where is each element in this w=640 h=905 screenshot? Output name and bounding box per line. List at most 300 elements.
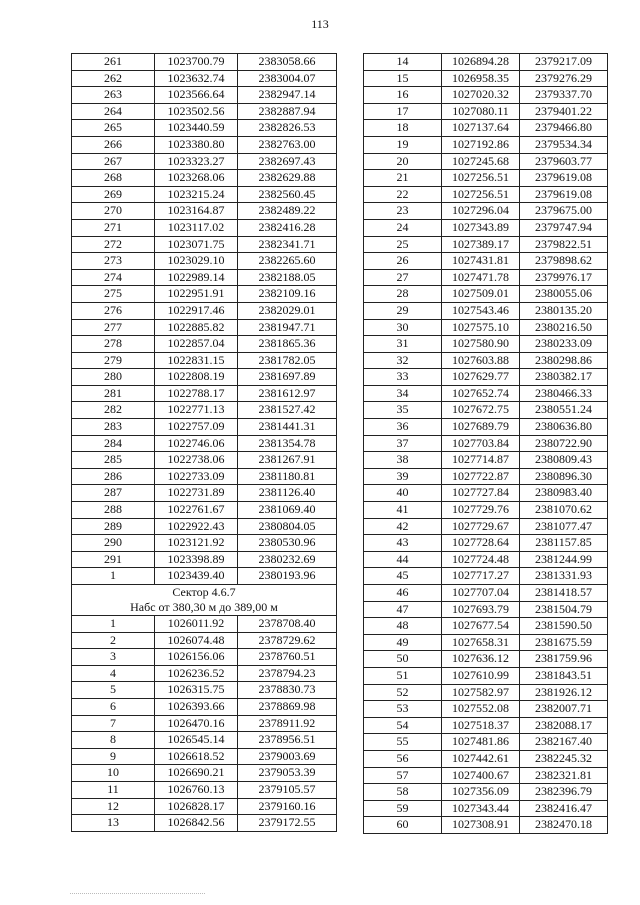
table-row: [72, 781, 337, 798]
x-coordinate-cell: 1027582.97: [442, 684, 520, 701]
point-number-cell: 31: [364, 336, 442, 353]
x-coordinate-cell: 1027707.04: [442, 585, 520, 602]
table-row: [364, 701, 608, 718]
table-row: [72, 253, 337, 270]
x-coordinate-cell: 1027296.04: [442, 203, 520, 220]
y-coordinate-cell: 2380382.17: [520, 369, 608, 386]
x-coordinate-cell: 1023440.59: [155, 120, 238, 137]
table-row: [72, 336, 337, 353]
y-coordinate-cell: 2381331.93: [520, 568, 608, 585]
y-coordinate-cell: 2380135.20: [520, 302, 608, 319]
table-row: [72, 419, 337, 436]
x-coordinate-cell: 1027543.46: [442, 302, 520, 319]
x-coordinate-cell: 1027442.61: [442, 750, 520, 767]
y-coordinate-cell: 2382341.71: [238, 236, 337, 253]
point-number-cell: 56: [364, 750, 442, 767]
y-coordinate-cell: 2381947.71: [238, 319, 337, 336]
x-coordinate-cell: 1023566.64: [155, 87, 238, 104]
x-coordinate-cell: 1027727.84: [442, 485, 520, 502]
y-coordinate-cell: 2381843.51: [520, 667, 608, 684]
x-coordinate-cell: 1027192.86: [442, 136, 520, 153]
table-row: [364, 136, 608, 153]
y-coordinate-cell: 2379160.16: [238, 798, 337, 815]
point-number-cell: 1: [72, 568, 155, 585]
y-coordinate-cell: 2378708.40: [238, 616, 337, 633]
table-row: [72, 286, 337, 303]
x-coordinate-cell: 1027636.12: [442, 651, 520, 668]
y-coordinate-cell: 2379217.09: [520, 54, 608, 71]
x-coordinate-cell: 1022788.17: [155, 385, 238, 402]
point-number-cell: 29: [364, 302, 442, 319]
point-number-cell: 36: [364, 419, 442, 436]
table-row: [364, 87, 608, 104]
point-number-cell: 18: [364, 120, 442, 137]
point-number-cell: 4: [72, 665, 155, 682]
point-number-cell: 284: [72, 435, 155, 452]
x-coordinate-cell: 1022733.09: [155, 468, 238, 485]
table-row: [364, 618, 608, 635]
table-row: [72, 385, 337, 402]
x-coordinate-cell: 1026958.35: [442, 70, 520, 87]
x-coordinate-cell: 1022771.13: [155, 402, 238, 419]
table-row: [72, 369, 337, 386]
table-row: [364, 601, 608, 618]
table-row: [364, 103, 608, 120]
y-coordinate-cell: 2382321.81: [520, 767, 608, 784]
point-number-cell: 277: [72, 319, 155, 336]
x-coordinate-cell: 1022885.82: [155, 319, 238, 336]
y-coordinate-cell: 2381069.40: [238, 502, 337, 519]
table-row: [364, 435, 608, 452]
x-coordinate-cell: 1022731.89: [155, 485, 238, 502]
table-row: [364, 452, 608, 469]
y-coordinate-cell: 2380193.96: [238, 568, 337, 585]
x-coordinate-cell: 1022951.91: [155, 286, 238, 303]
x-coordinate-cell: 1023029.10: [155, 253, 238, 270]
point-number-cell: 44: [364, 551, 442, 568]
y-coordinate-cell: 2381590.50: [520, 618, 608, 635]
y-coordinate-cell: 2381180.81: [238, 468, 337, 485]
point-number-cell: 9: [72, 748, 155, 765]
point-number-cell: 34: [364, 385, 442, 402]
point-number-cell: 38: [364, 452, 442, 469]
y-coordinate-cell: 2380232.69: [238, 551, 337, 568]
table-row: [364, 750, 608, 767]
x-coordinate-cell: 1027729.67: [442, 518, 520, 535]
x-coordinate-cell: 1027509.01: [442, 286, 520, 303]
table-row: [364, 369, 608, 386]
y-coordinate-cell: 2381077.47: [520, 518, 608, 535]
point-number-cell: 8: [72, 732, 155, 749]
table-row: [72, 518, 337, 535]
x-coordinate-cell: 1027137.64: [442, 120, 520, 137]
point-number-cell: 58: [364, 784, 442, 801]
table-row: [364, 286, 608, 303]
table-row: [364, 784, 608, 801]
table-row: [364, 568, 608, 585]
table-row: [72, 452, 337, 469]
table-row: [364, 717, 608, 734]
point-number-cell: 282: [72, 402, 155, 419]
point-number-cell: 2: [72, 632, 155, 649]
footer-rule: [70, 893, 205, 894]
sector-header: [72, 585, 337, 616]
point-number-cell: 33: [364, 369, 442, 386]
x-coordinate-cell: 1027431.81: [442, 253, 520, 270]
y-coordinate-cell: 2378869.98: [238, 698, 337, 715]
x-coordinate-cell: 1023071.75: [155, 236, 238, 253]
table-row: [72, 485, 337, 502]
y-coordinate-cell: 2379053.39: [238, 765, 337, 782]
table-row: [364, 667, 608, 684]
point-number-cell: 14: [364, 54, 442, 71]
point-number-cell: 278: [72, 336, 155, 353]
table-row: [72, 352, 337, 369]
table-row: [72, 715, 337, 732]
y-coordinate-cell: 2380055.06: [520, 286, 608, 303]
y-coordinate-cell: 2378794.23: [238, 665, 337, 682]
table-row: [364, 767, 608, 784]
y-coordinate-cell: 2382265.60: [238, 253, 337, 270]
x-coordinate-cell: 1027389.17: [442, 236, 520, 253]
table-row: [364, 734, 608, 751]
y-coordinate-cell: 2383004.07: [238, 70, 337, 87]
x-coordinate-cell: 1022738.06: [155, 452, 238, 469]
x-coordinate-cell: 1027343.89: [442, 219, 520, 236]
x-coordinate-cell: 1027580.90: [442, 336, 520, 353]
point-number-cell: 51: [364, 667, 442, 684]
y-coordinate-cell: 2381418.57: [520, 585, 608, 602]
table-row: [72, 732, 337, 749]
point-number-cell: 57: [364, 767, 442, 784]
table-row: [364, 518, 608, 535]
point-number-cell: 261: [72, 54, 155, 71]
table-row: [364, 634, 608, 651]
point-number-cell: 37: [364, 435, 442, 452]
table-row: [72, 551, 337, 568]
y-coordinate-cell: 2382245.32: [520, 750, 608, 767]
x-coordinate-cell: 1022831.15: [155, 352, 238, 369]
point-number-cell: 274: [72, 269, 155, 286]
y-coordinate-cell: 2380983.40: [520, 485, 608, 502]
y-coordinate-cell: 2381782.05: [238, 352, 337, 369]
point-number-cell: 270: [72, 203, 155, 220]
y-coordinate-cell: 2382007.71: [520, 701, 608, 718]
point-number-cell: 10: [72, 765, 155, 782]
table-row: [72, 616, 337, 633]
table-row: [364, 170, 608, 187]
table-row: [72, 665, 337, 682]
table-row: [72, 649, 337, 666]
table-row: [72, 186, 337, 203]
x-coordinate-cell: 1027652.74: [442, 385, 520, 402]
y-coordinate-cell: 2380298.86: [520, 352, 608, 369]
table-row: [364, 153, 608, 170]
x-coordinate-cell: 1026074.48: [155, 632, 238, 649]
y-coordinate-cell: 2378729.62: [238, 632, 337, 649]
point-number-cell: 50: [364, 651, 442, 668]
point-number-cell: 15: [364, 70, 442, 87]
y-coordinate-cell: 2379172.55: [238, 815, 337, 832]
table-row: [72, 269, 337, 286]
y-coordinate-cell: 2381267.91: [238, 452, 337, 469]
point-number-cell: 291: [72, 551, 155, 568]
table-row: [364, 54, 608, 71]
x-coordinate-cell: 1022989.14: [155, 269, 238, 286]
point-number-cell: 283: [72, 419, 155, 436]
x-coordinate-cell: 1026011.92: [155, 616, 238, 633]
x-coordinate-cell: 1022757.09: [155, 419, 238, 436]
x-coordinate-cell: 1023323.27: [155, 153, 238, 170]
point-number-cell: 12: [72, 798, 155, 815]
x-coordinate-cell: 1027552.08: [442, 701, 520, 718]
y-coordinate-cell: 2379603.77: [520, 153, 608, 170]
x-coordinate-cell: 1023164.87: [155, 203, 238, 220]
point-number-cell: 40: [364, 485, 442, 502]
x-coordinate-cell: 1027729.76: [442, 502, 520, 519]
y-coordinate-cell: 2381865.36: [238, 336, 337, 353]
point-number-cell: 280: [72, 369, 155, 386]
point-number-cell: 41: [364, 502, 442, 519]
y-coordinate-cell: 2380216.50: [520, 319, 608, 336]
x-coordinate-cell: 1022808.19: [155, 369, 238, 386]
x-coordinate-cell: 1027722.87: [442, 468, 520, 485]
x-coordinate-cell: 1023268.06: [155, 170, 238, 187]
point-number-cell: 23: [364, 203, 442, 220]
point-number-cell: 263: [72, 87, 155, 104]
y-coordinate-cell: 2381070.62: [520, 502, 608, 519]
table-row: [364, 402, 608, 419]
x-coordinate-cell: 1027693.79: [442, 601, 520, 618]
x-coordinate-cell: 1027724.48: [442, 551, 520, 568]
point-number-cell: 11: [72, 781, 155, 798]
table-row: [364, 219, 608, 236]
point-number-cell: 3: [72, 649, 155, 666]
y-coordinate-cell: 2379534.34: [520, 136, 608, 153]
point-number-cell: 22: [364, 186, 442, 203]
table-row: [364, 269, 608, 286]
y-coordinate-cell: 2381759.96: [520, 651, 608, 668]
point-number-cell: 275: [72, 286, 155, 303]
y-coordinate-cell: 2378956.51: [238, 732, 337, 749]
x-coordinate-cell: 1027629.77: [442, 369, 520, 386]
table-row: [364, 120, 608, 137]
y-coordinate-cell: 2382887.94: [238, 103, 337, 120]
table-row: [72, 219, 337, 236]
x-coordinate-cell: 1027610.99: [442, 667, 520, 684]
point-number-cell: 273: [72, 253, 155, 270]
y-coordinate-cell: 2379401.22: [520, 103, 608, 120]
table-row: [364, 70, 608, 87]
y-coordinate-cell: 2379675.00: [520, 203, 608, 220]
table-row: [364, 385, 608, 402]
y-coordinate-cell: 2380636.80: [520, 419, 608, 436]
table-row: [364, 236, 608, 253]
x-coordinate-cell: 1027343.44: [442, 800, 520, 817]
y-coordinate-cell: 2382188.05: [238, 269, 337, 286]
x-coordinate-cell: 1023380.80: [155, 136, 238, 153]
y-coordinate-cell: 2382560.45: [238, 186, 337, 203]
x-coordinate-cell: 1027481.86: [442, 734, 520, 751]
point-number-cell: 6: [72, 698, 155, 715]
point-number-cell: 269: [72, 186, 155, 203]
x-coordinate-cell: 1022761.67: [155, 502, 238, 519]
x-coordinate-cell: 1026470.16: [155, 715, 238, 732]
y-coordinate-cell: 2382470.18: [520, 817, 608, 834]
point-number-cell: 264: [72, 103, 155, 120]
table-row: [364, 800, 608, 817]
y-coordinate-cell: 2380804.05: [238, 518, 337, 535]
x-coordinate-cell: 1023398.89: [155, 551, 238, 568]
point-number-cell: 13: [72, 815, 155, 832]
x-coordinate-cell: 1027689.79: [442, 419, 520, 436]
table-row: [72, 319, 337, 336]
y-coordinate-cell: 2380551.24: [520, 402, 608, 419]
x-coordinate-cell: 1023502.56: [155, 103, 238, 120]
x-coordinate-cell: 1022857.04: [155, 336, 238, 353]
table-row: [72, 535, 337, 552]
point-number-cell: 276: [72, 302, 155, 319]
x-coordinate-cell: 1023632.74: [155, 70, 238, 87]
table-row: [72, 468, 337, 485]
table-row: [364, 684, 608, 701]
point-number-cell: 43: [364, 535, 442, 552]
table-row: [364, 186, 608, 203]
y-coordinate-cell: 2382109.16: [238, 286, 337, 303]
y-coordinate-cell: 2380466.33: [520, 385, 608, 402]
y-coordinate-cell: 2382396.79: [520, 784, 608, 801]
y-coordinate-cell: 2378830.73: [238, 682, 337, 699]
y-coordinate-cell: 2382947.14: [238, 87, 337, 104]
table-row: [72, 402, 337, 419]
point-number-cell: 290: [72, 535, 155, 552]
point-number-cell: 49: [364, 634, 442, 651]
table-row: [72, 54, 337, 71]
y-coordinate-cell: 2381354.78: [238, 435, 337, 452]
x-coordinate-cell: 1026156.06: [155, 649, 238, 666]
point-number-cell: 53: [364, 701, 442, 718]
x-coordinate-cell: 1026690.21: [155, 765, 238, 782]
y-coordinate-cell: 2378760.51: [238, 649, 337, 666]
y-coordinate-cell: 2379898.62: [520, 253, 608, 270]
point-number-cell: 271: [72, 219, 155, 236]
x-coordinate-cell: 1026828.17: [155, 798, 238, 815]
point-number-cell: 285: [72, 452, 155, 469]
x-coordinate-cell: 1027400.67: [442, 767, 520, 784]
y-coordinate-cell: 2382489.22: [238, 203, 337, 220]
x-coordinate-cell: 1022922.43: [155, 518, 238, 535]
x-coordinate-cell: 1027020.32: [442, 87, 520, 104]
table-row: [72, 153, 337, 170]
point-number-cell: 17: [364, 103, 442, 120]
point-number-cell: 45: [364, 568, 442, 585]
y-coordinate-cell: 2380722.90: [520, 435, 608, 452]
x-coordinate-cell: 1027256.51: [442, 186, 520, 203]
table-row: [364, 651, 608, 668]
point-number-cell: 287: [72, 485, 155, 502]
table-row: [364, 817, 608, 834]
y-coordinate-cell: 2379105.57: [238, 781, 337, 798]
x-coordinate-cell: 1026760.13: [155, 781, 238, 798]
table-row: [364, 253, 608, 270]
x-coordinate-cell: 1027245.68: [442, 153, 520, 170]
table-row: [364, 302, 608, 319]
point-number-cell: 21: [364, 170, 442, 187]
point-number-cell: 59: [364, 800, 442, 817]
table-row: [72, 170, 337, 187]
y-coordinate-cell: 2382088.17: [520, 717, 608, 734]
point-number-cell: 42: [364, 518, 442, 535]
y-coordinate-cell: 2382167.40: [520, 734, 608, 751]
y-coordinate-cell: 2379619.08: [520, 170, 608, 187]
point-number-cell: 5: [72, 682, 155, 699]
point-number-cell: 279: [72, 352, 155, 369]
point-number-cell: 46: [364, 585, 442, 602]
point-number-cell: 7: [72, 715, 155, 732]
y-coordinate-cell: 2381697.89: [238, 369, 337, 386]
point-number-cell: 35: [364, 402, 442, 419]
table-row: [72, 765, 337, 782]
point-number-cell: 32: [364, 352, 442, 369]
y-coordinate-cell: 2380809.43: [520, 452, 608, 469]
table-row: [72, 203, 337, 220]
table-row: [364, 485, 608, 502]
point-number-cell: 262: [72, 70, 155, 87]
y-coordinate-cell: 2379276.29: [520, 70, 608, 87]
y-coordinate-cell: 2382629.88: [238, 170, 337, 187]
y-coordinate-cell: 2378911.92: [238, 715, 337, 732]
y-coordinate-cell: 2379976.17: [520, 269, 608, 286]
x-coordinate-cell: 1026236.52: [155, 665, 238, 682]
point-number-cell: 55: [364, 734, 442, 751]
point-number-cell: 28: [364, 286, 442, 303]
y-coordinate-cell: 2382416.47: [520, 800, 608, 817]
x-coordinate-cell: 1027672.75: [442, 402, 520, 419]
y-coordinate-cell: 2382763.00: [238, 136, 337, 153]
y-coordinate-cell: 2382416.28: [238, 219, 337, 236]
table-row: [72, 632, 337, 649]
table-row: [72, 103, 337, 120]
x-coordinate-cell: 1027603.88: [442, 352, 520, 369]
point-number-cell: 1: [72, 616, 155, 633]
point-number-cell: 268: [72, 170, 155, 187]
table-row: [364, 352, 608, 369]
x-coordinate-cell: 1027717.27: [442, 568, 520, 585]
x-coordinate-cell: 1023121.92: [155, 535, 238, 552]
table-row: [72, 502, 337, 519]
y-coordinate-cell: 2381612.97: [238, 385, 337, 402]
x-coordinate-cell: 1026545.14: [155, 732, 238, 749]
point-number-cell: 47: [364, 601, 442, 618]
x-coordinate-cell: 1026618.52: [155, 748, 238, 765]
page-number: 113: [311, 17, 329, 31]
x-coordinate-cell: 1027575.10: [442, 319, 520, 336]
x-coordinate-cell: 1027728.64: [442, 535, 520, 552]
x-coordinate-cell: 1026842.56: [155, 815, 238, 832]
x-coordinate-cell: 1023439.40: [155, 568, 238, 585]
x-coordinate-cell: 1026393.66: [155, 698, 238, 715]
x-coordinate-cell: 1023700.79: [155, 54, 238, 71]
y-coordinate-cell: 2380530.96: [238, 535, 337, 552]
point-number-cell: 26: [364, 253, 442, 270]
table-row: [72, 798, 337, 815]
table-row: [364, 551, 608, 568]
y-coordinate-cell: 2382029.01: [238, 302, 337, 319]
y-coordinate-cell: 2379337.70: [520, 87, 608, 104]
y-coordinate-cell: 2383058.66: [238, 54, 337, 71]
point-number-cell: 52: [364, 684, 442, 701]
x-coordinate-cell: 1027703.84: [442, 435, 520, 452]
